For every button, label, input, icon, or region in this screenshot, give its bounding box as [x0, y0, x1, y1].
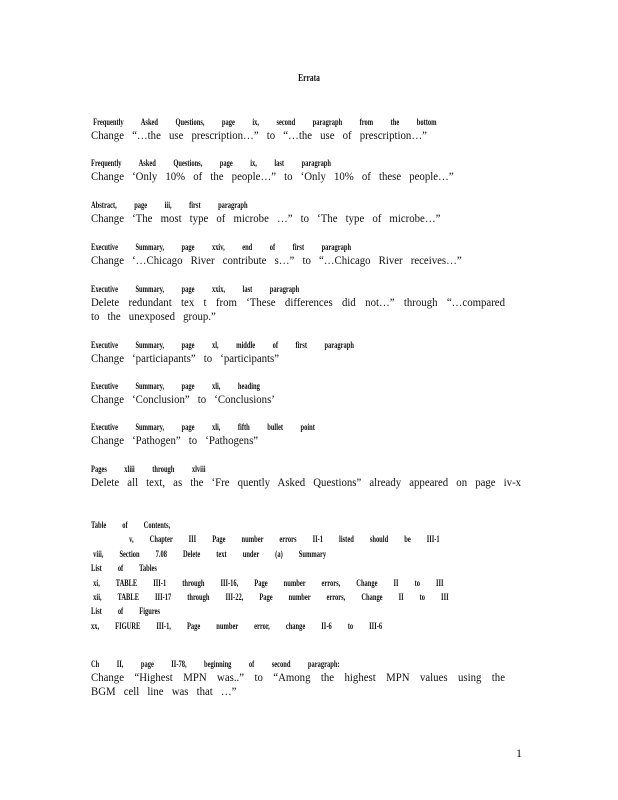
erratum-heading: Pages xliii through xlviii	[91, 464, 206, 474]
toc-line: xx, FIGURE III-1, Page number error, change II-6 to III-6	[91, 620, 383, 631]
erratum-heading: Executive Summary, page xl, middle of first paragraph	[91, 340, 354, 350]
toc-line: viii, Section 7.08 Delete text under (a) Summary	[93, 548, 327, 559]
erratum-entry-8	[91, 421, 511, 447]
toc-line: List of Figures	[91, 606, 161, 617]
erratum-heading: Executive Summary, page xli, fifth bullet point	[91, 422, 315, 432]
erratum-entry-9	[91, 463, 522, 489]
toc-line: xi, TABLE III-1 through III-16, Page number errors, Change II to III	[93, 577, 444, 588]
erratum-text: Delete redundant tex t from ‘These differences did not…” through “…compared to the unexposed group.”	[91, 295, 505, 323]
erratum-heading: Frequently Asked Questions, page ix, second paragraph from the bottom	[93, 117, 437, 127]
erratum-entry-1	[91, 116, 511, 142]
toc-line: List of Tables	[91, 563, 157, 574]
erratum-entry-10	[91, 658, 511, 698]
erratum-text: Delete all text, as the ‘Fre quently Asked Questions” already appeared on page iv-x	[91, 475, 522, 489]
erratum-heading: Executive Summary, page xli, heading	[91, 381, 260, 391]
erratum-entry-4	[91, 241, 511, 267]
erratum-entry-7	[91, 380, 511, 406]
erratum-heading: Executive Summary, page xxix, last paragraph	[91, 284, 300, 294]
erratum-text: Change “…the use prescription…” to “…the use of prescription…”	[91, 128, 427, 142]
erratum-text: Change ‘Only 10% of the people…” to ‘Only 10% of these people…”	[91, 169, 454, 183]
erratum-heading: Executive Summary, page xxiv, end of first paragraph	[91, 242, 352, 252]
erratum-text: Change “Highest MPN was..” to “Among the highest MPN values using the BGM cell line was that …”	[91, 670, 505, 698]
erratum-entry-5	[91, 283, 511, 323]
erratum-text: Change ‘The most type of microbe …” to ‘The type of microbe…”	[91, 211, 441, 225]
page-title: Errata	[298, 73, 320, 84]
toc-line: v, Chapter III Page number errors II-1 listed should be III-1	[129, 534, 440, 545]
erratum-text: Change ‘Conclusion” to ‘Conclusions’	[91, 392, 275, 406]
erratum-text: Change ‘Pathogen” to ‘Pathogens”	[91, 433, 259, 447]
erratum-entry-2	[91, 157, 511, 183]
erratum-text: Change ‘particiapants” to ‘participants”	[91, 351, 280, 365]
erratum-entry-6	[91, 339, 511, 365]
page-number: 1	[516, 746, 522, 760]
toc-line: xii, TABLE III-17 through III-22, Page number errors, Change II to III	[93, 592, 449, 603]
toc-errata	[91, 518, 511, 633]
erratum-heading: Abstract, page iii, first paragraph	[91, 200, 248, 210]
toc-line: Table of Contents,	[91, 520, 171, 530]
erratum-entry-3	[91, 199, 511, 225]
erratum-heading: Frequently Asked Questions, page ix, last paragraph	[91, 158, 332, 168]
erratum-heading: Ch II, page II-78, beginning of second paragraph:	[91, 659, 340, 669]
erratum-text: Change ‘…Chicago River contribute s…” to “…Chicago River receives…”	[91, 253, 462, 267]
